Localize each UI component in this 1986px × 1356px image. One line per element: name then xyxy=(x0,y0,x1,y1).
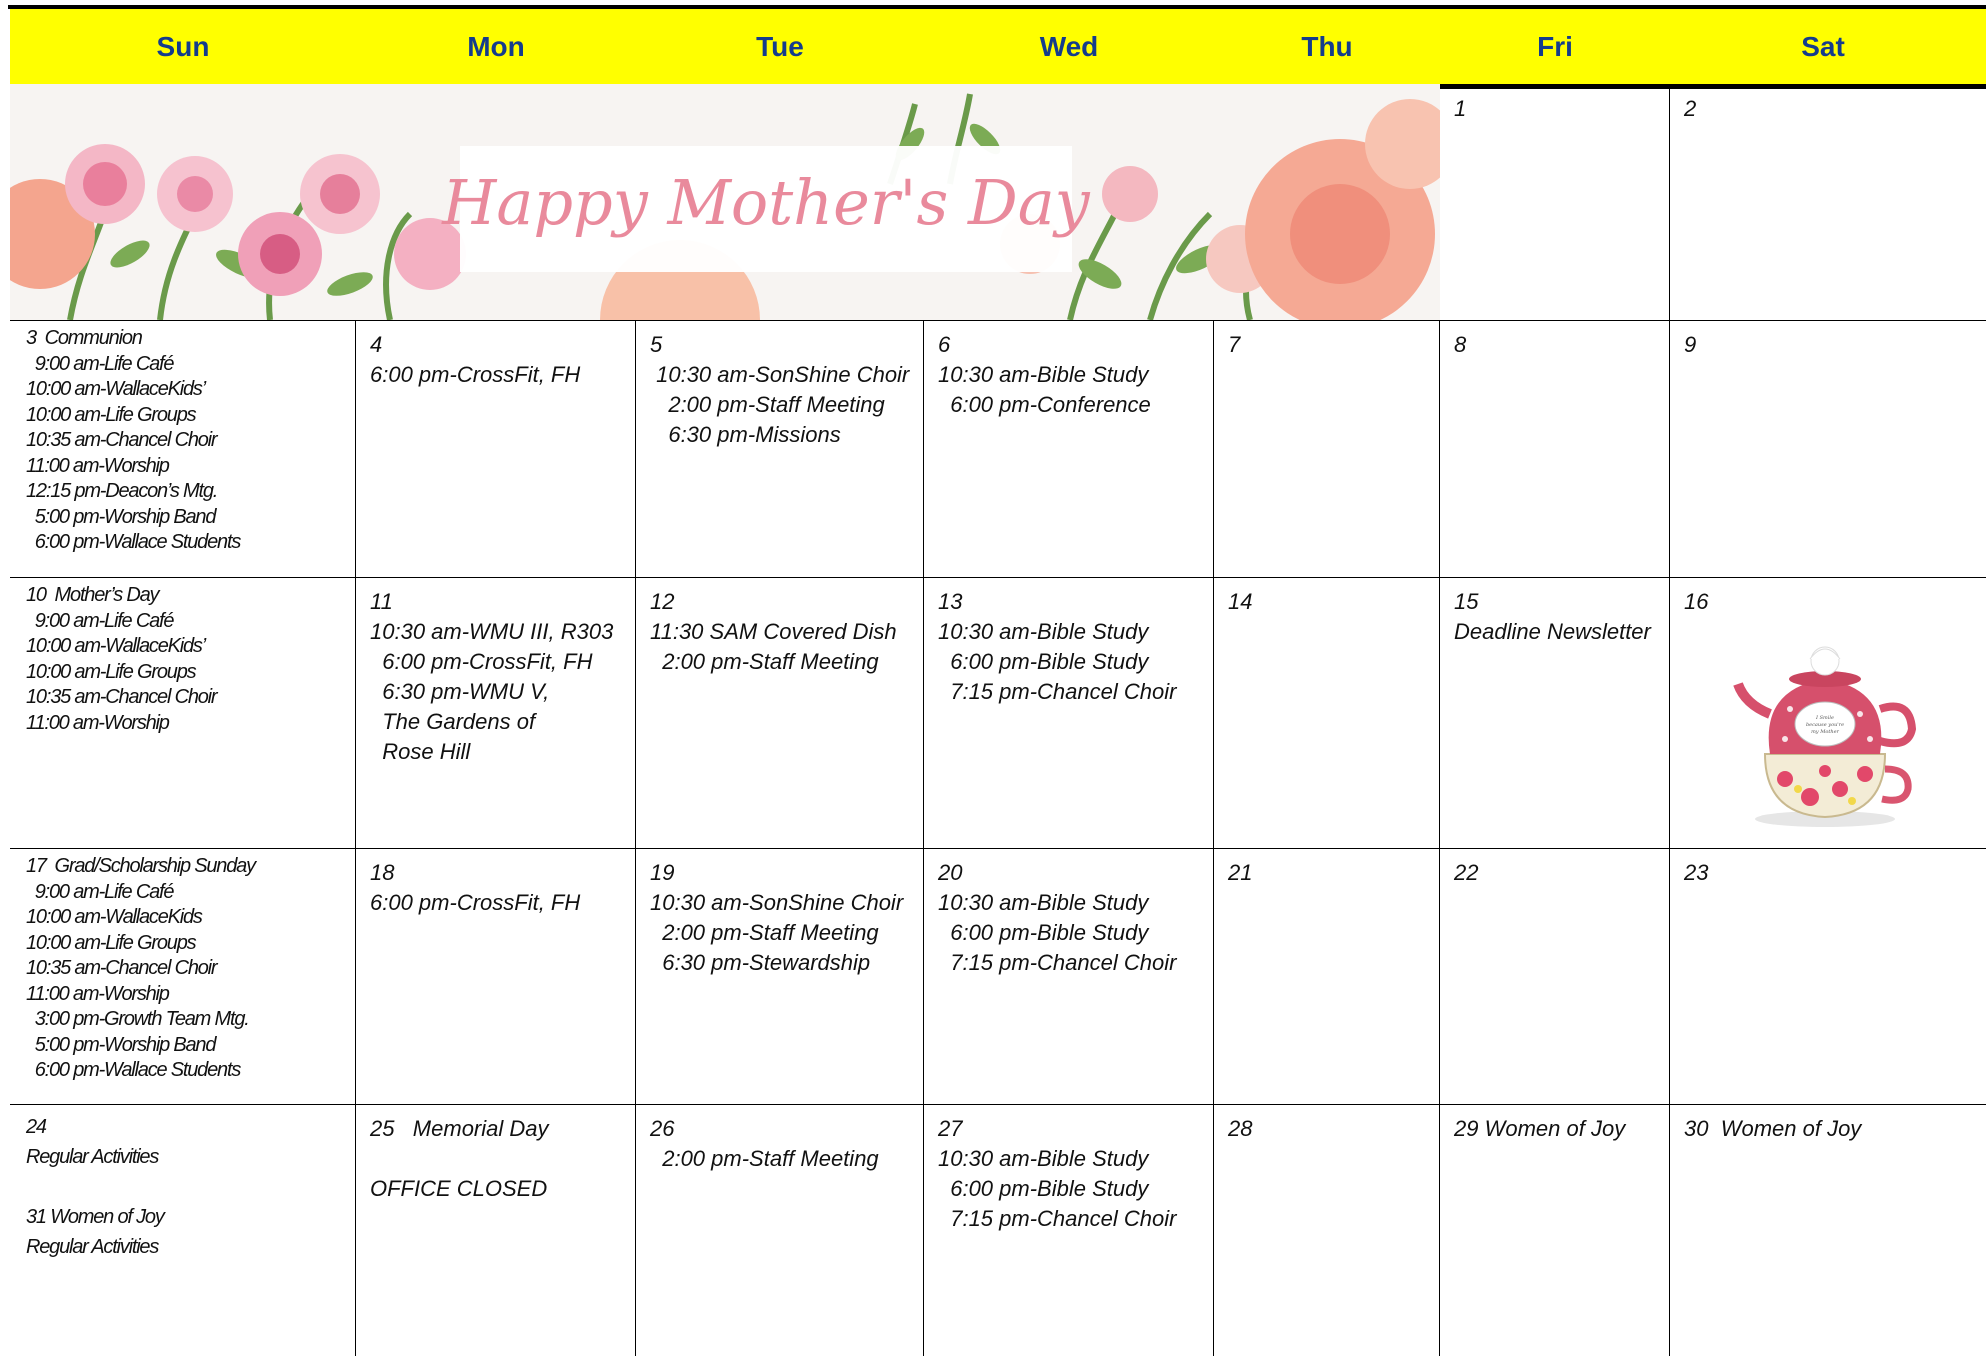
day-cell-17 xyxy=(10,848,356,1104)
day-cell-21 xyxy=(1214,848,1440,1104)
day-16: 16 xyxy=(1684,589,1709,614)
day-11-events: 11 10:30 am-WMU III, R303 6:00 pm-CrossFit, FH 6:30 pm-WMU V, The Gardens of Rose Hill xyxy=(370,589,614,764)
day-cell-28 xyxy=(1214,1104,1440,1356)
day-12-events: 12 11:30 SAM Covered Dish 2:00 pm-Staff Meeting xyxy=(650,589,897,674)
day-17-events: 17 Grad/Scholarship Sunday 9:00 am-Life Café 10:00 am-WallaceKids 10:00 am-Life Groups 10:35 am-Chancel Choir 11:00 am-Worship 3:00 pm-Growth Team Mtg. 5:00 pm-Worship Band 6:00 pm-Wallace Students xyxy=(26,855,255,1081)
day-26-events: 26 2:00 pm-Staff Meeting xyxy=(650,1116,879,1171)
day-22: 22 xyxy=(1454,860,1479,885)
week-row-1 xyxy=(10,320,1986,578)
day-24-events: 24 Regular Activities 31 Women of Joy Regular Activities xyxy=(26,1116,164,1258)
day-30-events: 30 Women of Joy xyxy=(1684,1116,1862,1141)
day-cell-15 xyxy=(1440,577,1670,848)
day-cell-5 xyxy=(636,320,924,577)
day-cell-3 xyxy=(10,320,356,577)
day-8: 8 xyxy=(1454,332,1467,357)
day-cell-6 xyxy=(924,320,1214,577)
weekday-header xyxy=(10,9,1986,89)
banner-title: Happy Mother's Day xyxy=(442,166,1090,239)
day-cell-25 xyxy=(356,1104,636,1356)
day-21: 21 xyxy=(1228,860,1253,885)
svg-text:my Mother: my Mother xyxy=(1811,729,1839,735)
day-cell-13 xyxy=(924,577,1214,848)
day-cell-9 xyxy=(1670,320,1986,577)
day-14: 14 xyxy=(1228,589,1253,614)
day-cell-23 xyxy=(1670,848,1986,1104)
day-19-events: 19 10:30 am-SonShine Choir 2:00 pm-Staff Meeting 6:30 pm-Stewardship xyxy=(650,860,904,975)
day-cell-20 xyxy=(924,848,1214,1104)
day-cell-8 xyxy=(1440,320,1670,577)
day-cell-30 xyxy=(1670,1104,1986,1356)
day-cell-22 xyxy=(1440,848,1670,1104)
weekday-sun: Sun xyxy=(156,30,210,62)
day-18-events: 18 6:00 pm-CrossFit, FH xyxy=(370,860,581,915)
week-row-3 xyxy=(10,848,1986,1105)
svg-text:because you're: because you're xyxy=(1805,722,1845,728)
day-cell-2 xyxy=(1670,84,1986,320)
day-28: 28 xyxy=(1228,1116,1253,1141)
week-row-0 xyxy=(10,84,1986,321)
day-cell-24 xyxy=(10,1104,356,1356)
day-1: 1 xyxy=(1454,96,1467,121)
day-cell-7 xyxy=(1214,320,1440,577)
day-cell-29 xyxy=(1440,1104,1670,1356)
day-3-events: 3 Communion 9:00 am-Life Café 10:00 am-WallaceKids’ 10:00 am-Life Groups 10:35 am-Chancel Choir 11:00 am-Worship 12:15 pm-Deacon’s Mtg. 5:00 pm-Worship Band 6:00 pm-Wallace Students xyxy=(26,327,241,553)
day-cell-26 xyxy=(636,1104,924,1356)
day-cell-4 xyxy=(356,320,636,577)
week-row-2 xyxy=(10,577,1986,849)
weekday-mon: Mon xyxy=(467,30,525,62)
weekday-wed: Wed xyxy=(1039,30,1099,62)
day-cell-14 xyxy=(1214,577,1440,848)
day-cell-12 xyxy=(636,577,924,848)
mothers-day-banner xyxy=(10,84,1440,320)
day-15-events: 15 Deadline Newsletter xyxy=(1454,589,1651,644)
day-cell-18 xyxy=(356,848,636,1104)
teapot-image xyxy=(1730,629,1920,829)
day-2: 2 xyxy=(1684,96,1697,121)
day-5-events: 5 10:30 am-SonShine Choir 2:00 pm-Staff Meeting 6:30 pm-Missions xyxy=(650,332,910,447)
day-20-events: 20 10:30 am-Bible Study 6:00 pm-Bible Study 7:15 pm-Chancel Choir xyxy=(938,860,1177,975)
weekday-thu: Thu xyxy=(1301,30,1353,62)
weekday-tue: Tue xyxy=(756,30,804,62)
svg-text:I Smile: I Smile xyxy=(1816,715,1834,721)
day-cell-27 xyxy=(924,1104,1214,1356)
week-row-4 xyxy=(10,1104,1986,1356)
day-cell-10 xyxy=(10,577,356,848)
day-23: 23 xyxy=(1684,860,1709,885)
day-cell-19 xyxy=(636,848,924,1104)
day-25-events: 25 Memorial Day OFFICE CLOSED xyxy=(370,1116,549,1201)
day-27-events: 27 10:30 am-Bible Study 6:00 pm-Bible Study 7:15 pm-Chancel Choir xyxy=(938,1116,1177,1231)
day-4-events: 4 6:00 pm-CrossFit, FH xyxy=(370,332,581,387)
day-29-events: 29 Women of Joy xyxy=(1454,1116,1626,1141)
day-13-events: 13 10:30 am-Bible Study 6:00 pm-Bible Study 7:15 pm-Chancel Choir xyxy=(938,589,1177,704)
day-10-events: 10 Mother’s Day 9:00 am-Life Café 10:00 am-WallaceKids’ 10:00 am-Life Groups 10:35 am-Chancel Choir 11:00 am-Worship xyxy=(26,584,217,734)
day-6-events: 6 10:30 am-Bible Study 6:00 pm-Conference xyxy=(938,332,1151,417)
day-7: 7 xyxy=(1228,332,1241,357)
day-cell-1 xyxy=(1440,84,1670,320)
calendar-grid xyxy=(10,84,1986,1356)
day-cell-16 xyxy=(1670,577,1986,848)
weekday-fri: Fri xyxy=(1537,30,1573,62)
day-9: 9 xyxy=(1684,332,1697,357)
day-cell-11 xyxy=(356,577,636,848)
weekday-sat: Sat xyxy=(1801,30,1845,62)
